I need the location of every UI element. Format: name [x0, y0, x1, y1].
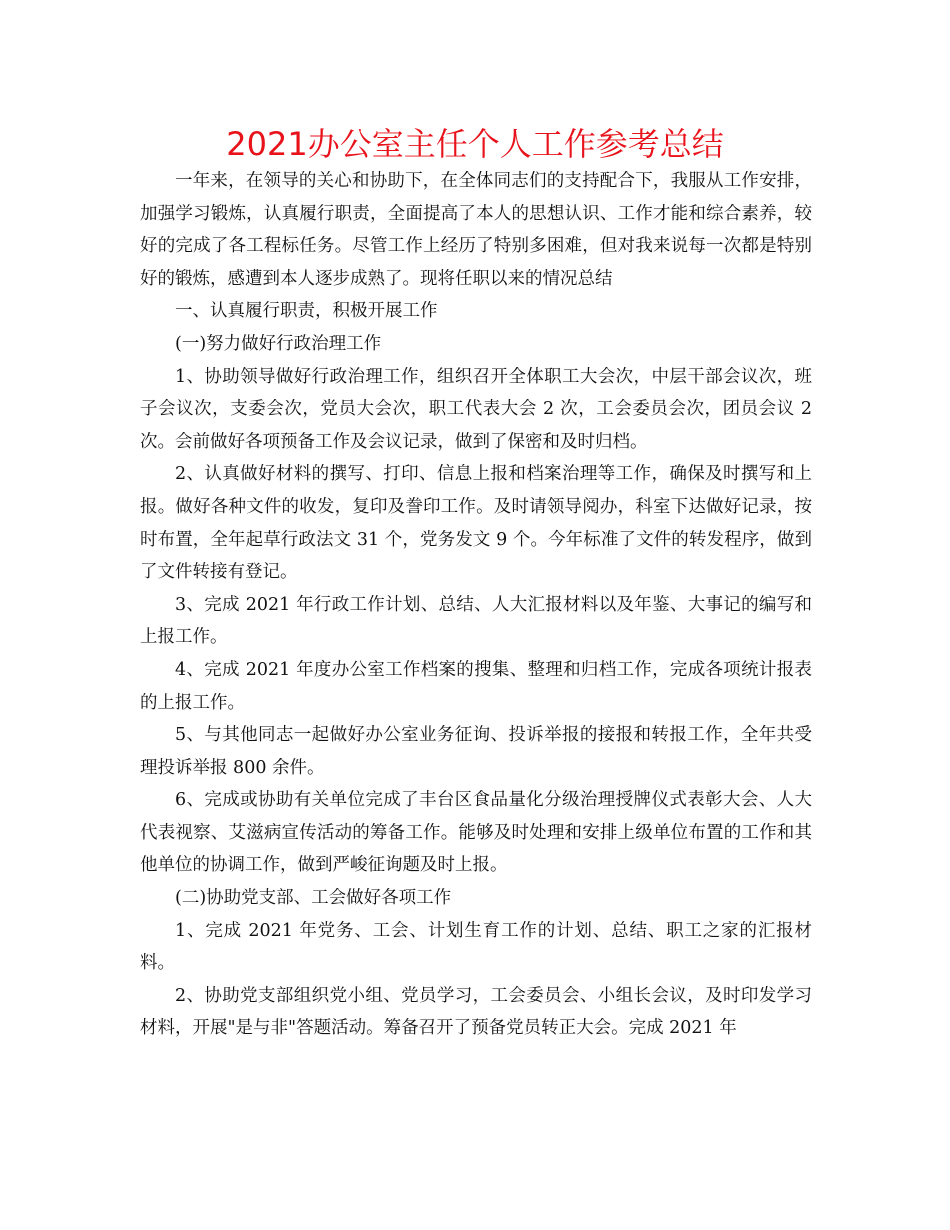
- paragraph-item-1-4: 4、完成 2021 年度办公室工作档案的搜集、整理和归档工作，完成各项统计报表的上报工作。: [140, 659, 812, 713]
- paragraph-item-1-1: 1、协助领导做好行政治理工作，组织召开全体职工大会次，中层干部会议次，班子会议次，支委会次，党员大会次，职工代表大会 2 次，工会委员会次，团员会议 2 次。会前做好各项预备工作及会议记录，做到了保密和及时归档。: [140, 366, 812, 452]
- subsection-heading-2: (二)协助党支部、工会做好各项工作: [175, 888, 452, 909]
- subsection-heading-1: (一)努力做好行政治理工作: [175, 333, 382, 354]
- paragraph-item-2-1: 1、完成 2021 年党务、工会、计划生育工作的计划、总结、职工之家的汇报材料。: [140, 920, 812, 974]
- document-title: 2021办公室主任个人工作参考总结: [226, 125, 724, 163]
- paragraph-item-1-2: 2、认真做好材料的撰写、打印、信息上报和档案治理等工作，确保及时撰写和上报。做好各种文件的收发，复印及誊印工作。及时请领导阅办，科室下达做好记录，按时布置，全年起草行政法文 31 个，党务发文 9 个。今年标准了文件的转发程序，做到了文件转接有登记。: [140, 464, 812, 583]
- paragraph-item-1-5: 5、与其他同志一起做好办公室业务征询、投诉举报的接报和转报工作，全年共受理投诉举报 800 余件。: [140, 725, 812, 778]
- paragraph-item-2-2: 2、协助党支部组织党小组、党员学习，工会委员会、小组长会议，及时印发学习材料，开展"是与非"答题活动。筹备召开了预备党员转正大会。完成 2021 年: [140, 985, 812, 1039]
- paragraph-item-1-3: 3、完成 2021 年行政工作计划、总结、人大汇报材料以及年鉴、大事记的编写和上报工作。: [140, 594, 812, 648]
- paragraph-intro: 一年来，在领导的关心和协助下，在全体同志们的支持配合下，我服从工作安排，加强学习锻炼，认真履行职责，全面提高了本人的思想认识、工作才能和综合素养，较好的完成了各工程标任务。尽管工作上经历了特别多困难，但对我来说每一次都是特别好的锻炼，感遭到本人逐步成熟了。现将任职以来的情况总结: [140, 171, 812, 289]
- document-body: [140, 165, 812, 1045]
- section-heading-1: 一、认真履行职责，积极开展工作: [175, 301, 438, 322]
- paragraph-item-1-6: 6、完成或协助有关单位完成了丰台区食品量化分级治理授牌仪式表彰大会、人大代表视察、艾滋病宣传活动的筹备工作。能够及时处理和安排上级单位布置的工作和其他单位的协调工作，做到严峻征询题及时上报。: [140, 790, 812, 876]
